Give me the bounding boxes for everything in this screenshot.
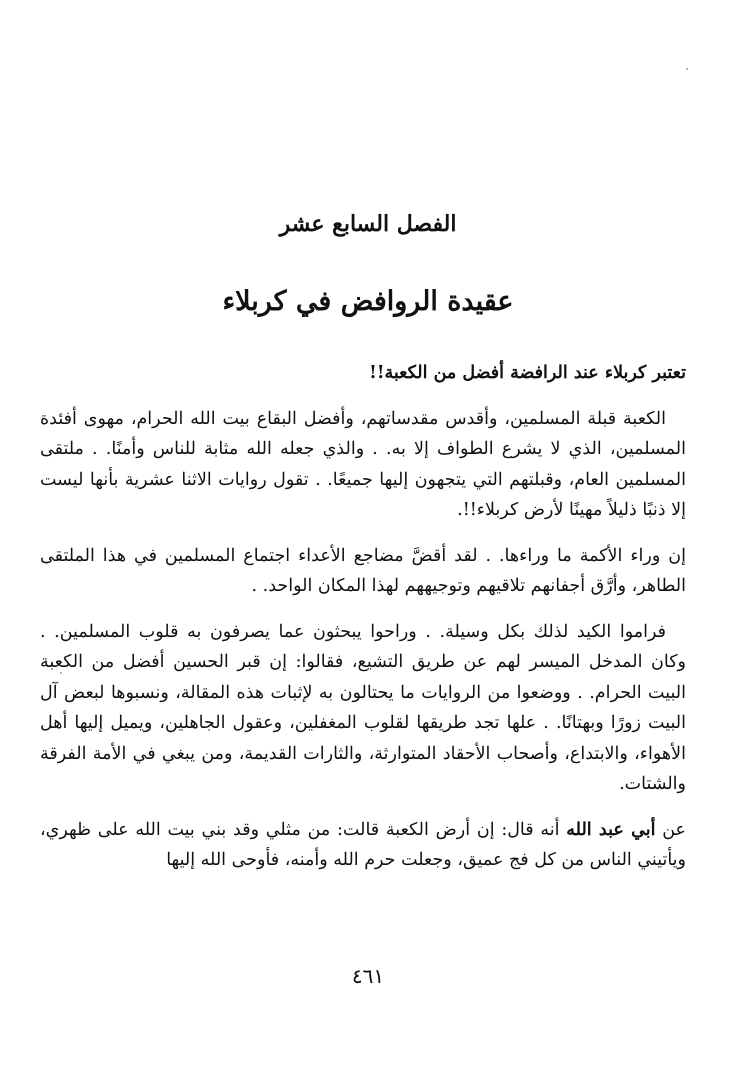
narrator-name: أبي عبد الله <box>566 819 656 840</box>
body-text <box>40 358 686 876</box>
narration-text: أنه قال: إن أرض الكعبة قالت: من مثلي وقد بني بيت الله على ظهري، ويأتيني الناس من كل فج عميق، وجعلت حرم الله وأمنه، فأوحى الله إليها <box>40 819 686 870</box>
page-number: ٤٦١ <box>351 964 385 988</box>
chapter-title: عقيدة الروافض في كربلاء <box>222 286 514 317</box>
section-subheading: تعتبر كربلاء عند الرافضة أفضل من الكعبة!! <box>369 363 686 383</box>
paragraph-narration <box>40 815 686 876</box>
scan-speck <box>60 672 62 674</box>
narration-lead: عن <box>662 819 686 840</box>
scan-speck <box>686 68 688 70</box>
paragraph-plot: فراموا الكيد لذلك بكل وسيلة. . وراحوا يبحثون عما يصرفون به قلوب المسلمين. . وكان المدخل الميسر لهم عن طريق التشيع، فقالوا: إن قبر الحسين أفضل من الكعبة البيت الحرام. . ووضعوا من الروايات ما يحتالون به لإثبات هذه المقالة، ونسبوها لبعض آل البيت زورًا وبهتانًا. . علها تجد طريقها لقلوب المغفلين، وعقول الجاهلين، ويميل إليها أهل الأهواء، والابتداع، وأصحاب الأحقاد المتوارثة، والثارات القديمة، ومن يبغي في الأمة الفرقة والشتات. <box>40 621 686 794</box>
paragraph-kaaba: الكعبة قبلة المسلمين، وأقدس مقدساتهم، وأفضل البقاع بيت الله الحرام، مهوى أفئدة المسلمين، الذي لا يشرع الطواف إلا به. . والذي جعله الله مثابة للناس وأمنًا. . ملتقى المسلمين العام، وقبلتهم التي يتجهون إليها جميعًا. . تقول روايات الاثنا عشرية بأنها ليست إلا ذنبًا ذليلاً مهينًا لأرض كربلاء!!. <box>40 408 686 520</box>
chapter-label: الفصل السابع عشر <box>279 211 457 237</box>
paragraph-enemies: إن وراء الأكمة ما وراءها. . لقد أقضَّ مضاجع الأعداء اجتماع المسلمين في هذا الملتقى الطاهر، وأرَّق أجفانهم تلاقيهم وتوجيههم لهذا المكان الواحد. . <box>40 545 686 596</box>
